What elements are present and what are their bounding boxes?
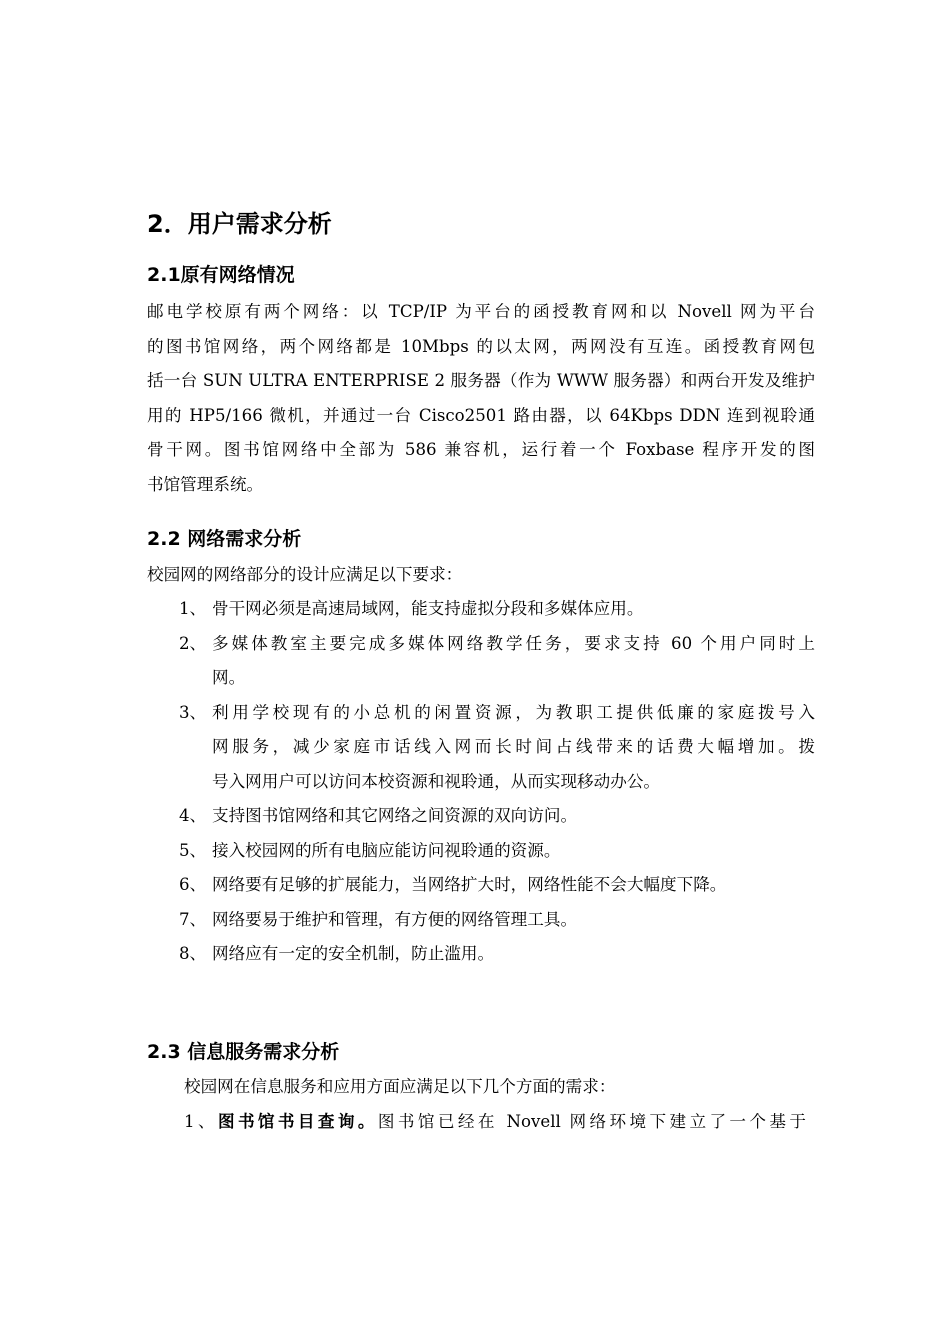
requirements-list [147, 592, 815, 972]
text-line: 校园网的网络部分的设计应满足以下要求： [147, 565, 463, 584]
list-number: 6、 [179, 875, 207, 894]
subsection-title-2-3: 2.3 信息服务需求分析 [147, 1041, 340, 1063]
list-item [147, 627, 815, 696]
list-number: 4、 [179, 806, 207, 825]
list-number: 5、 [179, 840, 207, 860]
text-line: 支持图书馆网络和其它网络之间资源的双向访问。 [212, 806, 578, 825]
text-line: 骨干网。图书馆网络中全部为 586 兼容机，运行着一个 Foxbase 程序开发的图 [147, 440, 815, 459]
services-intro: 校园网在信息服务和应用方面应满足以下几个方面的需求： [184, 1077, 616, 1096]
list-number: 8、 [179, 944, 207, 963]
text-line: 书馆管理系统。 [147, 474, 264, 494]
list-item [147, 937, 815, 972]
item-heading: 图书馆书目查询。 [217, 1112, 378, 1131]
text-line: 括一台 SUN ULTRA ENTERPRISE 2 服务器（作为 WWW 服务器）和两台开发及维护 [147, 371, 815, 390]
text-line: 的图书馆网络，两个网络都是 10Mbps 的以太网，两网没有互连。函授教育网包 [147, 336, 815, 356]
text-line: 利用学校现有的小总机的闲置资源，为教职工提供低廉的家庭拨号入 [212, 702, 815, 722]
item-text: 图书馆已经在 Novell 网络环境下建立了一个基于 [377, 1112, 806, 1131]
list-number: 3、 [179, 702, 207, 722]
text-line: 骨干网必须是高速局域网，能支持虚拟分段和多媒体应用。 [212, 599, 644, 618]
text-line: 多媒体教室主要完成多媒体网络教学任务，要求支持 60 个用户同时上 [212, 633, 815, 653]
services-item-1 [184, 1105, 806, 1140]
text-line: 号入网用户可以访问本校资源和视聆通，从而实现移动办公。 [212, 771, 661, 791]
list-item [147, 592, 815, 627]
text-line: 网服务，减少家庭市话线入网而长时间占线带来的话费大幅增加。拨 [212, 737, 815, 756]
text-line: 网络要有足够的扩展能力，当网络扩大时，网络性能不会大幅度下降。 [212, 875, 727, 894]
list-number: 7、 [179, 909, 207, 929]
text-line: 网。 [212, 668, 246, 687]
section-title: 2．用户需求分析 [147, 210, 332, 238]
list-number: 1、 [184, 1112, 218, 1131]
list-item [147, 903, 815, 938]
list-item [147, 799, 815, 834]
list-item [147, 868, 815, 903]
list-item [147, 696, 815, 800]
subsection-title-2-2: 2.2 网络需求分析 [147, 528, 302, 550]
text-line: 用的 HP5/166 微机，并通过一台 Cisco2501 路由器，以 64Kbps DDN 连到视聆通 [147, 405, 815, 425]
list-number: 1、 [179, 599, 207, 618]
text-line: 网络应有一定的安全机制，防止滥用。 [212, 944, 495, 963]
paragraph-original-network [147, 295, 815, 502]
list-item [147, 834, 815, 869]
text-line: 接入校园网的所有电脑应能访问视聆通的资源。 [212, 840, 561, 860]
text-line: 邮电学校原有两个网络：以 TCP/IP 为平台的函授教育网和以 Novell 网为平台 [147, 302, 815, 321]
requirements-intro [147, 558, 815, 593]
text-line: 网络要易于维护和管理，有方便的网络管理工具。 [212, 909, 578, 929]
subsection-title-2-1: 2.1原有网络情况 [147, 264, 295, 286]
list-number: 2、 [179, 633, 207, 653]
